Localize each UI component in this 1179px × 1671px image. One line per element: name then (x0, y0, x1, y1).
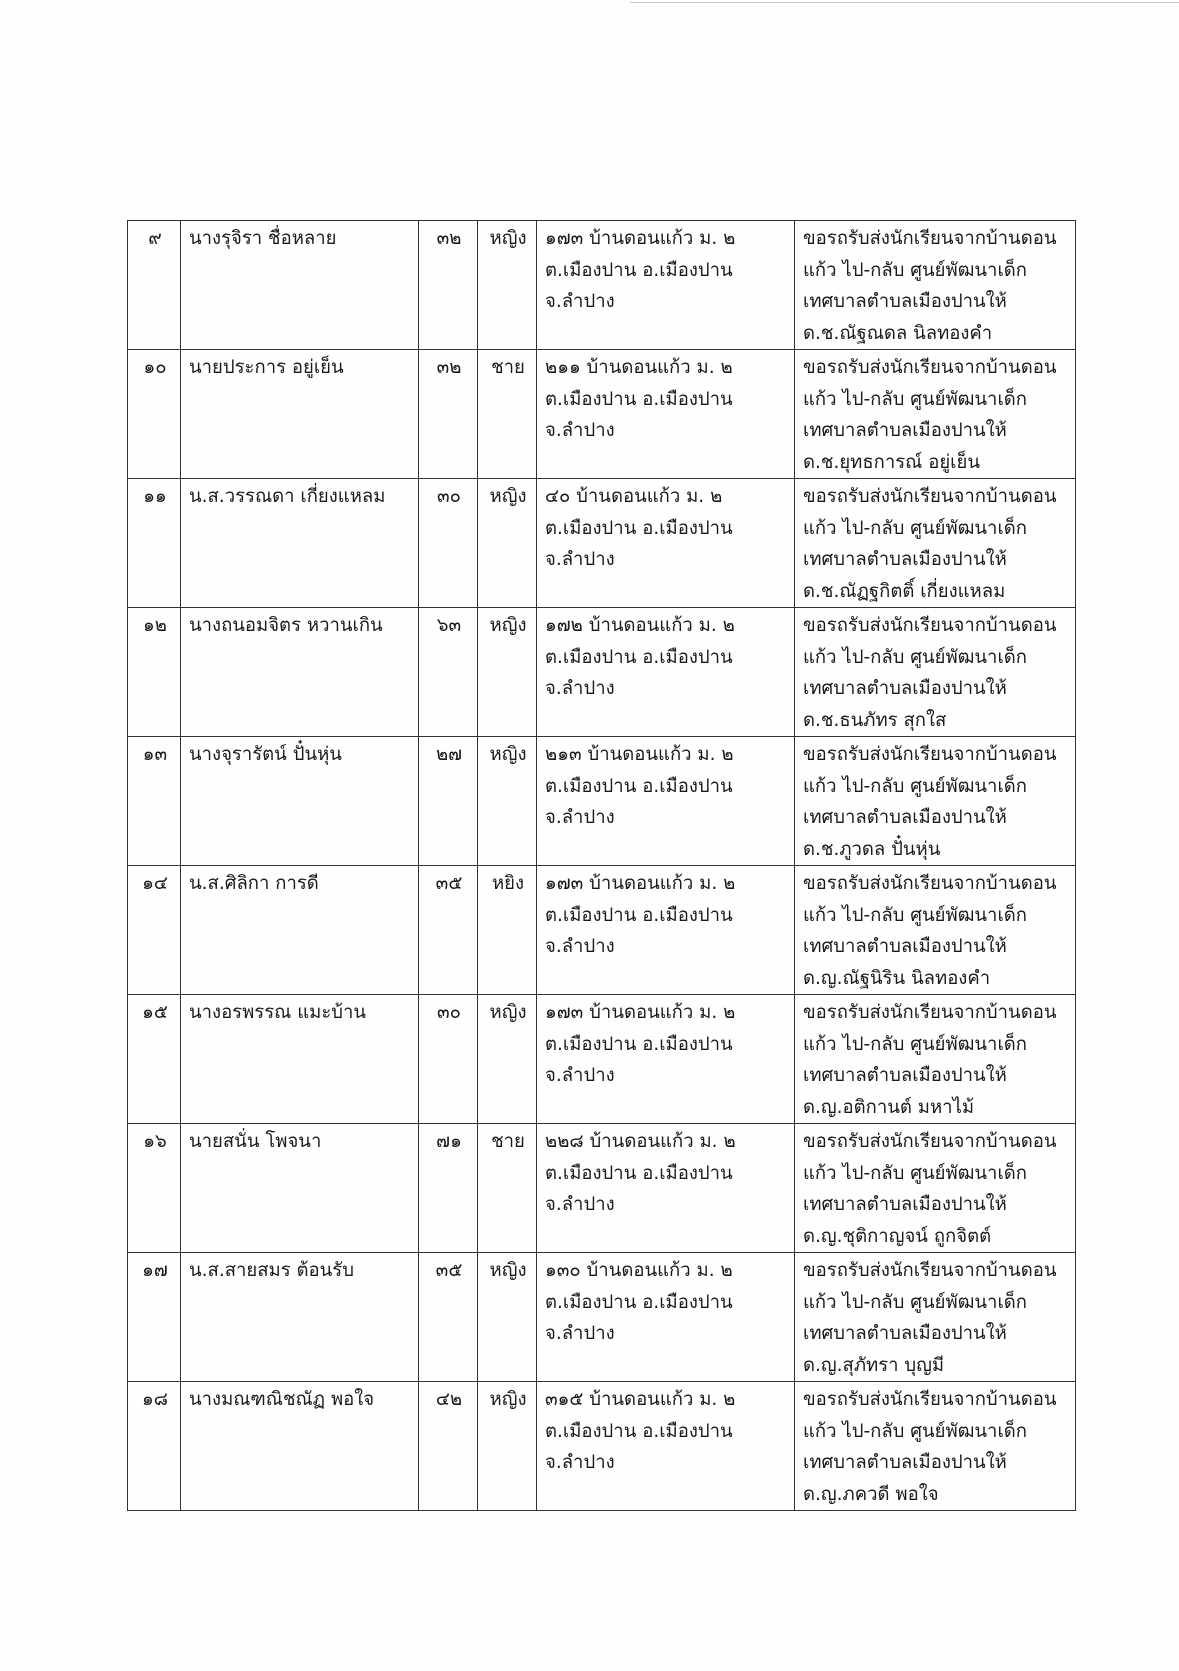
table-row (128, 479, 1076, 608)
request-line: ขอรถรับส่งนักเรียนจากบ้านดอน (803, 357, 1057, 378)
sex-cell: หยิง (478, 866, 537, 995)
table-row (128, 608, 1076, 737)
name-cell: นางรุจิรา ชื่อหลาย (181, 221, 419, 350)
request-cell (795, 479, 1076, 608)
address-line: จ.ลำปาง (545, 1194, 615, 1215)
request-line: เทศบาลตำบลเมืองปานให้ (803, 1323, 1007, 1344)
request-line: เทศบาลตำบลเมืองปานให้ (803, 549, 1007, 570)
address-line: จ.ลำปาง (545, 678, 615, 699)
records-table (127, 220, 1076, 1511)
request-line: เทศบาลตำบลเมืองปานให้ (803, 1452, 1007, 1473)
request-line: ขอรถรับส่งนักเรียนจากบ้านดอน (803, 1131, 1057, 1152)
request-line: ด.ช.ณัฐณดล นิลทองคำ (803, 322, 993, 344)
address-line: ต.เมืองปาน อ.เมืองปาน (545, 517, 733, 539)
name-cell: น.ส.วรรณดา เกี่ยงแหลม (181, 479, 419, 608)
request-line: แก้ว ไป-กลับ ศูนย์พัฒนาเด็ก (803, 1162, 1027, 1184)
address-line: จ.ลำปาง (545, 1065, 615, 1086)
name-cell: น.ส.สายสมร ต้อนรับ (181, 1253, 419, 1382)
address-line: จ.ลำปาง (545, 549, 615, 570)
name-cell: นางอรพรรณ แมะบ้าน (181, 995, 419, 1124)
address-line: ๒๑๓ บ้านดอนแก้ว ม. ๒ (545, 744, 734, 765)
age-cell: ๓๐ (419, 479, 478, 608)
request-line: ขอรถรับส่งนักเรียนจากบ้านดอน (803, 1260, 1057, 1281)
address-cell (537, 1253, 795, 1382)
name-cell: นางถนอมจิตร หวานเกิน (181, 608, 419, 737)
row-number-cell: ๙ (128, 221, 181, 350)
scan-edge-line (630, 2, 1179, 3)
request-line: ขอรถรับส่งนักเรียนจากบ้านดอน (803, 873, 1057, 894)
age-cell: ๔๒ (419, 1382, 478, 1511)
row-number-cell: ๑๘ (128, 1382, 181, 1511)
request-cell (795, 1253, 1076, 1382)
sex-cell: ชาย (478, 350, 537, 479)
table-row (128, 1124, 1076, 1253)
address-line: ๑๗๓ บ้านดอนแก้ว ม. ๒ (545, 228, 736, 249)
table-row (128, 1253, 1076, 1382)
request-cell (795, 350, 1076, 479)
sex-cell: ชาย (478, 1124, 537, 1253)
request-line: แก้ว ไป-กลับ ศูนย์พัฒนาเด็ก (803, 646, 1027, 668)
address-line: ต.เมืองปาน อ.เมืองปาน (545, 1291, 733, 1313)
age-cell: ๖๓ (419, 608, 478, 737)
sex-cell: หญิง (478, 1382, 537, 1511)
table-row (128, 350, 1076, 479)
request-line: ด.ช.ยุทธการณ์ อยู่เย็น (803, 451, 980, 473)
request-line: ด.ญ.สุภัทรา บุญมี (803, 1354, 945, 1376)
request-cell (795, 1382, 1076, 1511)
address-line: จ.ลำปาง (545, 1452, 615, 1473)
address-cell (537, 995, 795, 1124)
sex-cell: หญิง (478, 221, 537, 350)
address-line: ๑๗๒ บ้านดอนแก้ว ม. ๒ (545, 615, 735, 636)
name-cell: นางมณฑณิชณัฏ พอใจ (181, 1382, 419, 1511)
row-number-cell: ๑๔ (128, 866, 181, 995)
table-row (128, 737, 1076, 866)
request-line: แก้ว ไป-กลับ ศูนย์พัฒนาเด็ก (803, 1033, 1027, 1055)
request-line: ด.ช.ณัฏฐกิตติ์ เกี่ยงแหลม (803, 580, 1006, 602)
row-number-cell: ๑๕ (128, 995, 181, 1124)
request-line: ด.ช.ธนภัทร สุกใส (803, 709, 947, 731)
address-cell (537, 350, 795, 479)
age-cell: ๓๕ (419, 1253, 478, 1382)
request-cell (795, 995, 1076, 1124)
address-cell (537, 608, 795, 737)
address-line: ๑๓๐ บ้านดอนแก้ว ม. ๒ (545, 1260, 733, 1281)
address-line: จ.ลำปาง (545, 807, 615, 828)
request-line: ขอรถรับส่งนักเรียนจากบ้านดอน (803, 228, 1057, 249)
address-line: ต.เมืองปาน อ.เมืองปาน (545, 1162, 733, 1184)
records-table-body (128, 221, 1076, 1511)
request-line: แก้ว ไป-กลับ ศูนย์พัฒนาเด็ก (803, 388, 1027, 410)
row-number-cell: ๑๓ (128, 737, 181, 866)
address-line: จ.ลำปาง (545, 936, 615, 957)
request-line: ด.ญ.อติกานต์ มหาไม้ (803, 1096, 975, 1118)
address-line: ๑๗๓ บ้านดอนแก้ว ม. ๒ (545, 1002, 736, 1023)
table-row (128, 995, 1076, 1124)
request-line: แก้ว ไป-กลับ ศูนย์พัฒนาเด็ก (803, 775, 1027, 797)
address-line: ๒๒๘ บ้านดอนแก้ว ม. ๒ (545, 1131, 736, 1152)
request-line: เทศบาลตำบลเมืองปานให้ (803, 678, 1007, 699)
address-line: ต.เมืองปาน อ.เมืองปาน (545, 1420, 733, 1442)
age-cell: ๓๕ (419, 866, 478, 995)
address-line: ต.เมืองปาน อ.เมืองปาน (545, 1033, 733, 1055)
table-row (128, 1382, 1076, 1511)
request-line: เทศบาลตำบลเมืองปานให้ (803, 291, 1007, 312)
address-line: ๓๑๕ บ้านดอนแก้ว ม. ๒ (545, 1389, 736, 1410)
address-line: ต.เมืองปาน อ.เมืองปาน (545, 259, 733, 281)
address-cell (537, 1382, 795, 1511)
address-line: ต.เมืองปาน อ.เมืองปาน (545, 775, 733, 797)
address-line: ๔๐ บ้านดอนแก้ว ม. ๒ (545, 486, 723, 507)
age-cell: ๒๗ (419, 737, 478, 866)
request-cell (795, 608, 1076, 737)
name-cell: นางจุรารัตน์ ปั๋นหุ่น (181, 737, 419, 866)
sex-cell: หญิง (478, 479, 537, 608)
request-line: เทศบาลตำบลเมืองปานให้ (803, 420, 1007, 441)
age-cell: ๓๒ (419, 350, 478, 479)
address-cell (537, 737, 795, 866)
request-line: เทศบาลตำบลเมืองปานให้ (803, 936, 1007, 957)
address-line: ต.เมืองปาน อ.เมืองปาน (545, 646, 733, 668)
name-cell: น.ส.ศิลิกา การดี (181, 866, 419, 995)
request-line: แก้ว ไป-กลับ ศูนย์พัฒนาเด็ก (803, 1420, 1027, 1442)
age-cell: ๓๒ (419, 221, 478, 350)
age-cell: ๗๑ (419, 1124, 478, 1253)
address-line: จ.ลำปาง (545, 420, 615, 441)
request-line: เทศบาลตำบลเมืองปานให้ (803, 1065, 1007, 1086)
address-line: ต.เมืองปาน อ.เมืองปาน (545, 388, 733, 410)
row-number-cell: ๑๗ (128, 1253, 181, 1382)
request-line: ด.ญ.ชุติกาญจน์ ถูกจิตต์ (803, 1225, 992, 1247)
request-line: แก้ว ไป-กลับ ศูนย์พัฒนาเด็ก (803, 259, 1027, 281)
row-number-cell: ๑๐ (128, 350, 181, 479)
request-line: เทศบาลตำบลเมืองปานให้ (803, 807, 1007, 828)
request-cell (795, 737, 1076, 866)
table-row (128, 221, 1076, 350)
request-line: ด.ช.ภูวดล ปั๋นหุ่น (803, 838, 941, 860)
address-line: ต.เมืองปาน อ.เมืองปาน (545, 904, 733, 926)
row-number-cell: ๑๑ (128, 479, 181, 608)
request-line: ด.ญ.ณัฐนิริน นิลทองคำ (803, 967, 991, 989)
request-line: ขอรถรับส่งนักเรียนจากบ้านดอน (803, 744, 1057, 765)
request-cell (795, 221, 1076, 350)
request-cell (795, 866, 1076, 995)
request-line: ขอรถรับส่งนักเรียนจากบ้านดอน (803, 615, 1057, 636)
request-line: แก้ว ไป-กลับ ศูนย์พัฒนาเด็ก (803, 1291, 1027, 1313)
request-line: ขอรถรับส่งนักเรียนจากบ้านดอน (803, 1002, 1057, 1023)
sex-cell: หญิง (478, 995, 537, 1124)
request-line: ขอรถรับส่งนักเรียนจากบ้านดอน (803, 1389, 1057, 1410)
address-cell (537, 1124, 795, 1253)
request-line: ขอรถรับส่งนักเรียนจากบ้านดอน (803, 486, 1057, 507)
age-cell: ๓๐ (419, 995, 478, 1124)
name-cell: นายประการ อยู่เย็น (181, 350, 419, 479)
sex-cell: หญิง (478, 737, 537, 866)
name-cell: นายสนั่น โพจนา (181, 1124, 419, 1253)
row-number-cell: ๑๖ (128, 1124, 181, 1253)
request-cell (795, 1124, 1076, 1253)
request-line: เทศบาลตำบลเมืองปานให้ (803, 1194, 1007, 1215)
row-number-cell: ๑๒ (128, 608, 181, 737)
request-line: แก้ว ไป-กลับ ศูนย์พัฒนาเด็ก (803, 904, 1027, 926)
request-line: แก้ว ไป-กลับ ศูนย์พัฒนาเด็ก (803, 517, 1027, 539)
sex-cell: หญิง (478, 608, 537, 737)
address-cell (537, 866, 795, 995)
sex-cell: หญิง (478, 1253, 537, 1382)
address-line: จ.ลำปาง (545, 291, 615, 312)
address-cell (537, 479, 795, 608)
table-row (128, 866, 1076, 995)
address-line: ๑๗๓ บ้านดอนแก้ว ม. ๒ (545, 873, 736, 894)
address-cell (537, 221, 795, 350)
address-line: จ.ลำปาง (545, 1323, 615, 1344)
request-line: ด.ญ.ภควดี พอใจ (803, 1483, 939, 1505)
address-line: ๒๑๑ บ้านดอนแก้ว ม. ๒ (545, 357, 733, 378)
